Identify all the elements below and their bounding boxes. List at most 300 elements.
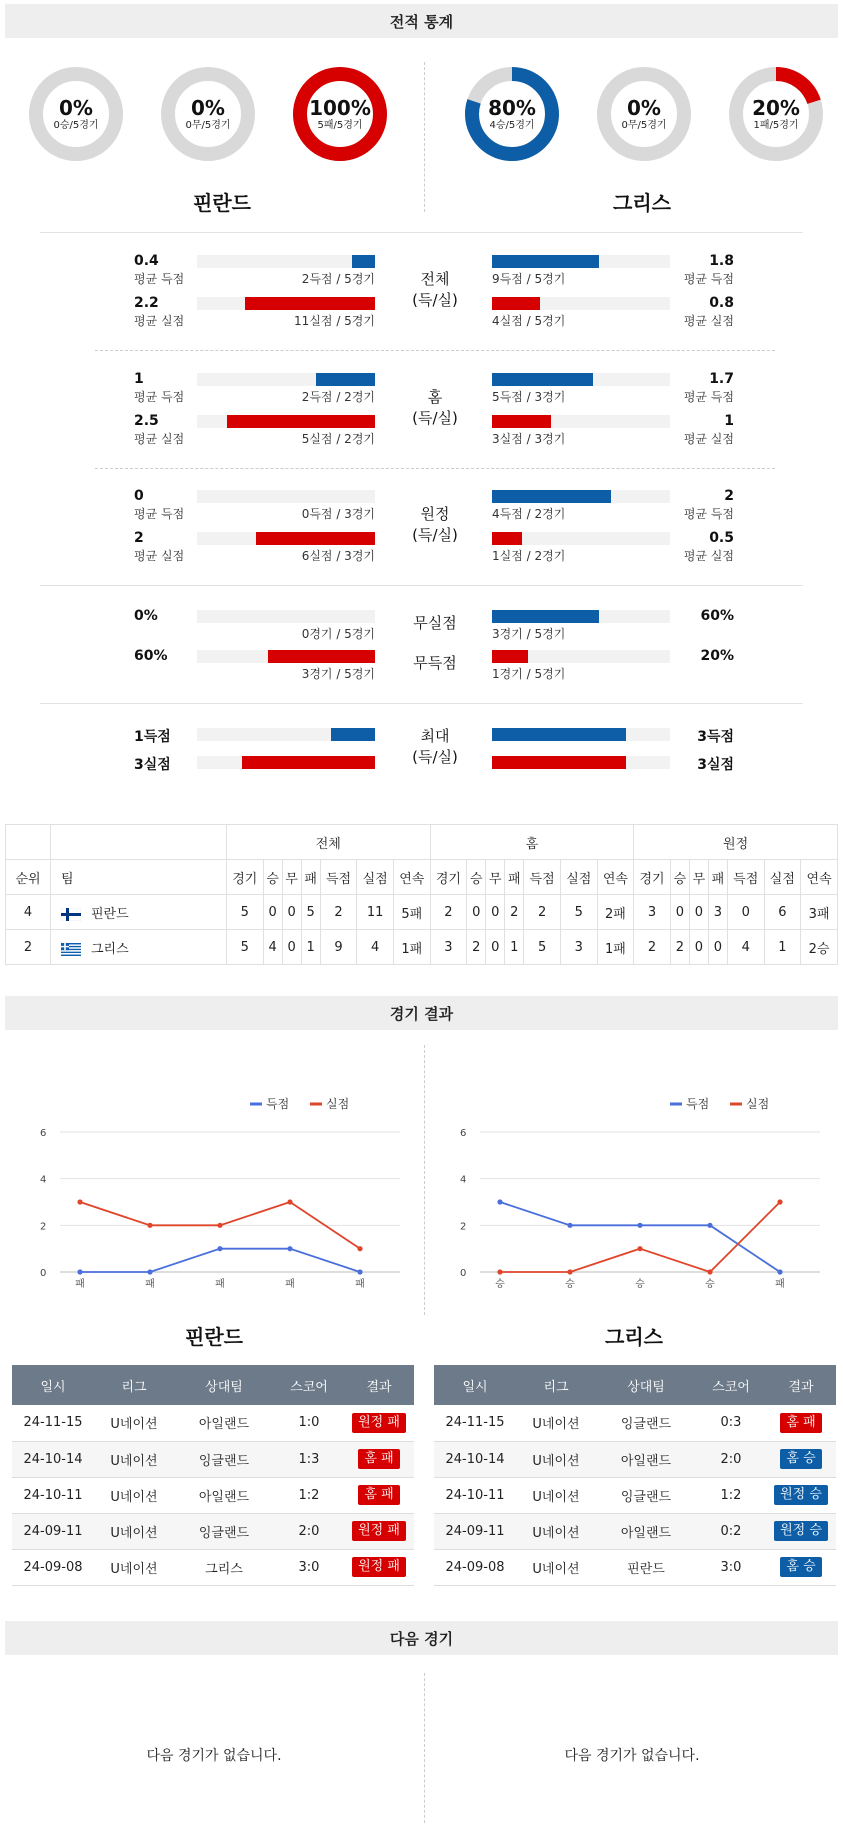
bar-caption: 3경기 / 5경기 [301, 667, 375, 681]
stat-value: 3실점 [697, 757, 734, 773]
conceded-bar [227, 415, 375, 428]
away-results-title: 그리스 [605, 1325, 663, 1349]
x-tick-label: 승 [565, 1279, 575, 1290]
max-goals-bar [331, 728, 376, 741]
score-cell: 1:3 [274, 1441, 344, 1477]
table-row [6, 930, 838, 965]
donut-record: 1패/5경기 [753, 119, 799, 131]
stat-value: 3득점 [697, 729, 734, 745]
column-header: 결과 [766, 1365, 836, 1405]
data-point [287, 1246, 292, 1251]
team-name-text[interactable]: 그리스 [91, 941, 129, 957]
opponent-cell: 아일랜드 [174, 1405, 274, 1441]
stat-value: 0% [134, 608, 158, 624]
cleansheet-bar [492, 610, 599, 623]
stat-cell: 2 [634, 930, 671, 965]
donut-chart [464, 66, 560, 162]
x-tick-label: 승 [495, 1279, 505, 1290]
compare-category: 무실점 [413, 614, 457, 632]
donut-chart [28, 66, 124, 162]
finland-flag-icon [61, 908, 81, 921]
bar-caption: 2득점 / 5경기 [301, 272, 375, 286]
bar-caption: 0득점 / 3경기 [301, 507, 375, 521]
stat-label: 평균 득점 [683, 272, 734, 286]
away-results-table [434, 1365, 836, 1586]
greece-flag-icon [61, 943, 81, 956]
away-next-message: 다음 경기가 없습니다. [564, 1748, 700, 1764]
stat-cell: 4 [263, 930, 282, 965]
stat-label: 평균 실점 [134, 314, 185, 328]
y-tick-label: 0 [460, 1268, 467, 1279]
stat-cell: 0 [689, 895, 708, 930]
donut-percent: 80% [488, 95, 536, 120]
home-results-title: 핀란드 [185, 1325, 243, 1349]
stat-cell: 2 [505, 895, 524, 930]
y-tick-label: 6 [40, 1128, 47, 1139]
legend-label: 득점 [686, 1097, 710, 1111]
result-badge: 원정 승 [774, 1485, 828, 1505]
bar-caption: 1경기 / 5경기 [492, 667, 566, 681]
column-header: 무 [282, 860, 301, 895]
y-tick-label: 4 [460, 1174, 467, 1186]
date-cell: 24-10-11 [434, 1477, 516, 1513]
y-tick-label: 0 [40, 1268, 47, 1279]
score-cell: 1:2 [696, 1477, 766, 1513]
date-cell: 24-11-15 [12, 1405, 94, 1441]
column-header: 무 [486, 860, 505, 895]
league-cell: U네이션 [94, 1441, 174, 1477]
donut-chart [292, 66, 388, 162]
rank-cell: 4 [6, 895, 51, 930]
stat-value: 0.5 [709, 530, 734, 546]
column-header: 패 [301, 860, 320, 895]
column-header: 패 [708, 860, 727, 895]
stat-value: 1.8 [709, 253, 734, 269]
date-cell: 24-09-11 [12, 1513, 94, 1549]
stat-label: 평균 실점 [134, 549, 185, 563]
stat-cell: 3 [560, 930, 597, 965]
max-goals-bar [492, 728, 626, 741]
donut-chart [728, 66, 824, 162]
max-conceded-bar [492, 756, 626, 769]
stat-cell: 1패 [393, 930, 430, 965]
divider [40, 232, 803, 233]
date-cell: 24-09-08 [434, 1549, 516, 1585]
result-badge: 원정 승 [774, 1521, 828, 1541]
column-header: 리그 [516, 1365, 596, 1405]
column-header: 순위 [6, 860, 51, 895]
result-cell [766, 1549, 836, 1585]
date-cell: 24-09-11 [434, 1513, 516, 1549]
column-header: 일시 [12, 1365, 94, 1405]
stat-value: 2.5 [134, 413, 159, 429]
data-point [147, 1223, 152, 1228]
data-point [357, 1269, 362, 1274]
stat-value: 2.2 [134, 295, 159, 311]
column-header: 연속 [597, 860, 634, 895]
stat-cell: 2 [320, 895, 357, 930]
league-cell: U네이션 [516, 1441, 596, 1477]
table-row [6, 895, 838, 930]
table-row [434, 1441, 836, 1477]
chart-legend [670, 1096, 769, 1111]
column-header: 경기 [634, 860, 671, 895]
column-header: 팀 [51, 860, 227, 895]
donut-chart [160, 66, 256, 162]
section-title-next-match: 다음 경기 [5, 1621, 838, 1655]
league-cell: U네이션 [94, 1549, 174, 1585]
stat-cell: 0 [727, 895, 764, 930]
stat-cell: 0 [486, 930, 505, 965]
stat-cell: 1 [301, 930, 320, 965]
column-header: 일시 [434, 1365, 516, 1405]
x-tick-label: 패 [75, 1279, 85, 1290]
donut-label [28, 66, 124, 162]
league-cell: U네이션 [516, 1549, 596, 1585]
donut-percent: 100% [309, 95, 371, 120]
column-header: 승 [467, 860, 486, 895]
table-row [12, 1405, 414, 1441]
data-point [777, 1199, 782, 1204]
column-header: 패 [505, 860, 524, 895]
team-divider [424, 62, 425, 212]
x-tick-label: 패 [355, 1279, 365, 1290]
result-badge: 원정 패 [352, 1521, 406, 1541]
stat-value: 2 [724, 488, 734, 504]
data-point [357, 1246, 362, 1251]
bar-caption: 3경기 / 5경기 [492, 627, 566, 641]
date-cell: 24-09-08 [12, 1549, 94, 1585]
bar-track [197, 255, 375, 268]
column-header: 스코어 [274, 1365, 344, 1405]
data-point [77, 1269, 82, 1274]
league-cell: U네이션 [516, 1405, 596, 1441]
stat-value: 0.4 [134, 253, 159, 269]
league-cell: U네이션 [516, 1477, 596, 1513]
date-cell: 24-11-15 [434, 1405, 516, 1441]
stat-cell: 5 [560, 895, 597, 930]
section-title-match-results: 경기 결과 [5, 996, 838, 1030]
stat-cell: 0 [263, 895, 282, 930]
date-cell: 24-10-14 [12, 1441, 94, 1477]
result-cell [766, 1405, 836, 1441]
bar-caption: 0경기 / 5경기 [301, 627, 375, 641]
donut-percent: 20% [752, 95, 800, 120]
result-cell [344, 1405, 414, 1441]
bar-caption: 5실점 / 2경기 [301, 432, 375, 446]
table-row [434, 1513, 836, 1549]
donut-label [596, 66, 692, 162]
column-header: 상대팀 [596, 1365, 696, 1405]
stat-cell: 9 [320, 930, 357, 965]
bar-track [197, 490, 375, 503]
column-header: 실점 [764, 860, 801, 895]
conceded-line [500, 1202, 780, 1272]
stat-label: 평균 실점 [683, 314, 734, 328]
table-row [434, 1405, 836, 1441]
opponent-cell: 아일랜드 [596, 1441, 696, 1477]
date-cell: 24-10-14 [434, 1441, 516, 1477]
stat-value: 2 [134, 530, 144, 546]
result-cell [344, 1549, 414, 1585]
column-header: 연속 [393, 860, 430, 895]
stat-label: 평균 득점 [683, 390, 734, 404]
stat-cell: 1패 [597, 930, 634, 965]
divider [95, 468, 775, 469]
conceded-bar [492, 297, 540, 310]
donut-record: 5패/5경기 [317, 119, 363, 131]
result-cell [344, 1477, 414, 1513]
compare-category: 무득점 [413, 654, 457, 672]
header-group: 원정 [634, 825, 838, 860]
stat-cell: 3 [430, 930, 467, 965]
donut-chart [596, 66, 692, 162]
data-point [77, 1199, 82, 1204]
stat-cell: 0 [689, 930, 708, 965]
column-header: 연속 [801, 860, 838, 895]
no-goal-bar [492, 650, 528, 663]
divider [40, 703, 803, 704]
stat-label: 평균 실점 [134, 432, 185, 446]
opponent-cell: 잉글랜드 [174, 1513, 274, 1549]
data-point [777, 1269, 782, 1274]
y-tick-label: 2 [460, 1221, 467, 1233]
stat-value: 20% [700, 648, 734, 664]
home-team-name: 핀란드 [193, 191, 251, 215]
x-tick-label: 패 [285, 1279, 295, 1290]
stat-value: 0.8 [709, 295, 734, 311]
data-point [287, 1199, 292, 1204]
stat-cell: 3 [708, 895, 727, 930]
next-divider [424, 1673, 425, 1823]
team-cell [51, 930, 227, 965]
table-row [434, 1549, 836, 1585]
team-name-text[interactable]: 핀란드 [91, 906, 129, 922]
stat-cell: 0 [282, 895, 301, 930]
donut-label [160, 66, 256, 162]
stat-cell: 5 [301, 895, 320, 930]
opponent-cell: 그리스 [174, 1549, 274, 1585]
date-cell: 24-10-11 [12, 1477, 94, 1513]
stat-value: 1.7 [709, 371, 734, 387]
score-cell: 2:0 [274, 1513, 344, 1549]
section-title-record-stats: 전적 통계 [5, 4, 838, 38]
divider [40, 585, 803, 586]
stat-cell: 0 [467, 895, 486, 930]
data-point [497, 1199, 502, 1204]
compare-category: 최대 (득/실) [412, 727, 458, 766]
opponent-cell: 잉글랜드 [174, 1441, 274, 1477]
stat-value: 0 [134, 488, 144, 504]
header-blank [6, 825, 51, 860]
stat-cell: 5 [524, 930, 561, 965]
score-cell: 2:0 [696, 1441, 766, 1477]
data-point [707, 1223, 712, 1228]
stat-value: 1득점 [134, 729, 171, 745]
donut-percent: 0% [191, 95, 225, 120]
x-tick-label: 패 [215, 1279, 225, 1290]
max-conceded-bar [242, 756, 376, 769]
x-tick-label: 패 [145, 1279, 155, 1290]
data-point [637, 1223, 642, 1228]
column-header: 승 [263, 860, 282, 895]
stat-cell: 1 [764, 930, 801, 965]
chart-divider [424, 1045, 425, 1315]
stat-cell: 2 [524, 895, 561, 930]
column-header: 승 [670, 860, 689, 895]
column-header: 경기 [430, 860, 467, 895]
opponent-cell: 잉글랜드 [596, 1477, 696, 1513]
league-cell: U네이션 [94, 1477, 174, 1513]
result-badge: 홈 패 [358, 1485, 399, 1505]
stat-cell: 5 [227, 895, 264, 930]
stat-cell: 5패 [393, 895, 430, 930]
bar-caption: 11실점 / 5경기 [294, 314, 375, 328]
goals-bar [492, 373, 593, 386]
stat-cell: 4 [727, 930, 764, 965]
stat-cell: 0 [708, 930, 727, 965]
home-goals-chart [20, 1040, 420, 1340]
column-header: 스코어 [696, 1365, 766, 1405]
result-cell [766, 1513, 836, 1549]
data-point [217, 1246, 222, 1251]
away-goals-chart [440, 1040, 840, 1340]
donut-record: 4승/5경기 [489, 119, 535, 131]
goals-bar [352, 255, 375, 268]
stat-cell: 1 [505, 930, 524, 965]
column-header: 득점 [727, 860, 764, 895]
column-header: 실점 [560, 860, 597, 895]
column-header: 상대팀 [174, 1365, 274, 1405]
opponent-cell: 핀란드 [596, 1549, 696, 1585]
goals-line [500, 1202, 780, 1272]
bar-caption: 1실점 / 2경기 [492, 549, 566, 563]
stat-label: 평균 실점 [683, 432, 734, 446]
stat-cell: 2 [430, 895, 467, 930]
donut-percent: 0% [627, 95, 661, 120]
standings-table [5, 824, 838, 965]
result-cell [766, 1441, 836, 1477]
donut-label [292, 66, 388, 162]
result-badge: 원정 패 [352, 1557, 406, 1577]
stat-cell: 0 [282, 930, 301, 965]
bar-track [197, 610, 375, 623]
data-point [567, 1269, 572, 1274]
conceded-bar [256, 532, 375, 545]
data-point [217, 1223, 222, 1228]
result-cell [344, 1513, 414, 1549]
bar-caption: 9득점 / 5경기 [492, 272, 566, 286]
stat-value: 1 [134, 371, 144, 387]
stat-cell: 5 [227, 930, 264, 965]
opponent-cell: 아일랜드 [174, 1477, 274, 1513]
stat-cell: 0 [670, 895, 689, 930]
column-header: 결과 [344, 1365, 414, 1405]
column-header: 리그 [94, 1365, 174, 1405]
y-tick-label: 4 [40, 1174, 47, 1186]
header-blank [51, 825, 227, 860]
opponent-cell: 아일랜드 [596, 1513, 696, 1549]
column-header: 실점 [357, 860, 394, 895]
opponent-cell: 잉글랜드 [596, 1405, 696, 1441]
goals-bar [492, 255, 599, 268]
stat-label: 평균 득점 [134, 507, 185, 521]
x-tick-label: 승 [705, 1279, 715, 1290]
stat-cell: 0 [486, 895, 505, 930]
data-point [637, 1246, 642, 1251]
score-cell: 1:2 [274, 1477, 344, 1513]
bar-caption: 5득점 / 3경기 [492, 390, 566, 404]
bar-caption: 6실점 / 3경기 [301, 549, 375, 563]
x-tick-label: 패 [775, 1279, 785, 1290]
stat-cell: 3패 [801, 895, 838, 930]
donut-percent: 0% [59, 95, 93, 120]
data-point [497, 1269, 502, 1274]
league-cell: U네이션 [94, 1513, 174, 1549]
column-header: 득점 [524, 860, 561, 895]
stat-label: 평균 실점 [683, 549, 734, 563]
donut-label [728, 66, 824, 162]
stat-cell: 2 [467, 930, 486, 965]
league-cell: U네이션 [516, 1513, 596, 1549]
legend-label: 실점 [326, 1097, 350, 1111]
bar-caption: 2득점 / 2경기 [301, 390, 375, 404]
table-row [12, 1441, 414, 1477]
stat-cell: 2패 [597, 895, 634, 930]
bar-caption: 4득점 / 2경기 [492, 507, 566, 521]
stat-label: 평균 득점 [134, 272, 185, 286]
conceded-bar [492, 415, 551, 428]
stat-value: 3실점 [134, 757, 171, 773]
stat-label: 평균 득점 [683, 507, 734, 521]
result-badge: 홈 승 [780, 1449, 821, 1469]
result-cell [766, 1477, 836, 1513]
table-row [12, 1549, 414, 1585]
score-cell: 0:3 [696, 1405, 766, 1441]
score-cell: 1:0 [274, 1405, 344, 1441]
legend-label: 실점 [746, 1097, 770, 1111]
column-header: 득점 [320, 860, 357, 895]
stat-label: 평균 득점 [134, 390, 185, 404]
compare-category: 전체 (득/실) [412, 270, 458, 309]
y-tick-label: 6 [460, 1128, 467, 1139]
stat-value: 60% [134, 648, 168, 664]
donut-record: 0무/5경기 [621, 119, 667, 131]
score-cell: 3:0 [274, 1549, 344, 1585]
column-header: 경기 [227, 860, 264, 895]
donut-record: 0무/5경기 [185, 119, 231, 131]
donut-label [464, 66, 560, 162]
table-row [12, 1513, 414, 1549]
data-point [567, 1223, 572, 1228]
goals-line [80, 1249, 360, 1272]
conceded-bar [245, 297, 375, 310]
divider [95, 350, 775, 351]
stat-cell: 3 [634, 895, 671, 930]
stat-cell: 2 [670, 930, 689, 965]
team-cell [51, 895, 227, 930]
header-group: 홈 [430, 825, 634, 860]
stat-cell: 11 [357, 895, 394, 930]
result-badge: 홈 패 [780, 1413, 821, 1433]
compare-category: 원정 (득/실) [412, 505, 458, 544]
rank-cell: 2 [6, 930, 51, 965]
league-cell: U네이션 [94, 1405, 174, 1441]
y-tick-label: 2 [40, 1221, 47, 1233]
donut-record: 0승/5경기 [53, 119, 99, 131]
score-cell: 3:0 [696, 1549, 766, 1585]
stat-cell: 2승 [801, 930, 838, 965]
